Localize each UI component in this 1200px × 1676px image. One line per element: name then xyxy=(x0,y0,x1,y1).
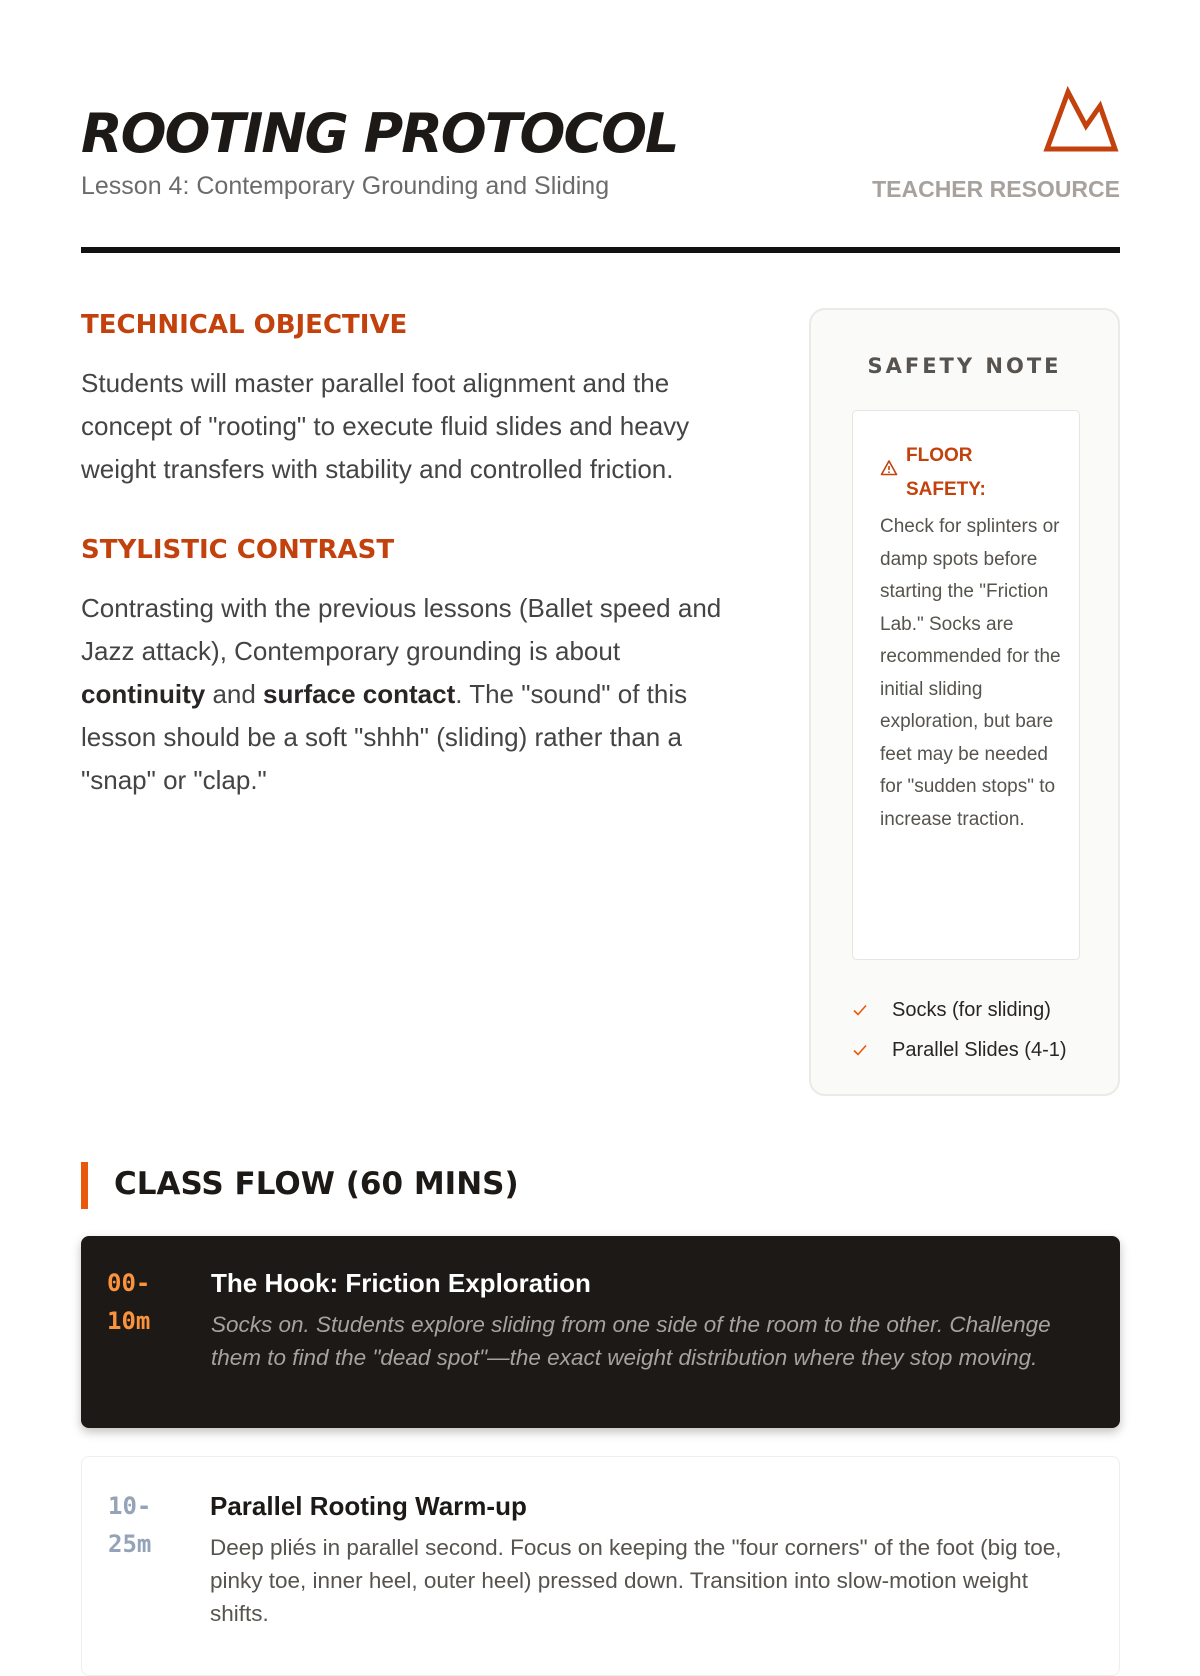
alert-title: FLOOR SAFETY: xyxy=(906,445,986,500)
warning-icon xyxy=(880,459,898,477)
contrast-text-start: Contrasting with the previous lessons (Ballet speed and Jazz attack), Contemporary grounding is about xyxy=(81,593,722,666)
flow-step-desc: Deep pliés in parallel second. Focus on keeping the "four corners" of the foot (big toe, pinky toe, inner heel, outer heel) pressed down. Transition into slow-motion weight shifts. xyxy=(210,1535,1062,1626)
check-icon xyxy=(852,1042,868,1058)
safety-alert-box xyxy=(852,410,1080,960)
flow-step-desc: Socks on. Students explore sliding from one side of the room to the other. Challenge them to find the "dead spot"—the exact weight distribution where they stop moving. xyxy=(211,1312,1051,1370)
contrast-heading: STYLISTIC CONTRAST xyxy=(81,535,395,565)
safety-text: Check for splinters or damp spots before starting the "Friction Lab." Socks are recommended for the initial sliding exploration, but bare feet may be needed for "sudden stops" to increase traction. xyxy=(880,516,1061,830)
checklist-label: Socks (for sliding) xyxy=(892,999,1051,1021)
check-icon xyxy=(852,1002,868,1018)
equipment-checklist xyxy=(852,990,1067,1070)
objective-heading: TECHNICAL OBJECTIVE xyxy=(81,310,408,340)
contrast-text xyxy=(81,587,751,802)
lesson-page xyxy=(81,0,1120,1626)
checklist-item xyxy=(852,1030,1067,1070)
flow-step-name: Parallel Rooting Warm-up xyxy=(210,1491,527,1521)
lesson-overview xyxy=(81,310,751,846)
page-title: ROOTING PROTOCOL xyxy=(81,102,678,165)
safety-card xyxy=(809,308,1120,1096)
contrast-bold-continuity: continuity xyxy=(81,679,206,709)
checklist-item xyxy=(852,990,1067,1030)
class-flow-title: CLASS FLOW (60 MINS) xyxy=(114,1166,519,1202)
flow-step-time: 00-10m xyxy=(107,1269,151,1335)
flow-step-warmup[interactable] xyxy=(81,1456,1120,1676)
contrast-text-mid: and xyxy=(205,679,264,709)
resource-label: TEACHER RESOURCE xyxy=(872,176,1120,202)
flow-step-name: The Hook: Friction Exploration xyxy=(211,1268,591,1298)
objective-text: Students will master parallel foot alignment and the concept of "rooting" to execute fluid slides and heavy weight transfers with stability and controlled friction. xyxy=(81,368,690,484)
page-header xyxy=(81,100,1120,250)
section-accent-bar xyxy=(81,1162,88,1209)
lesson-subtitle: Lesson 4: Contemporary Grounding and Sliding xyxy=(81,172,610,200)
contrast-text-end: . The "sound" of this lesson should be a soft "shhh" (sliding) rather than a "snap" or "clap." xyxy=(81,679,688,795)
mountain-logo-icon xyxy=(1042,84,1120,156)
flow-step-hook[interactable] xyxy=(81,1236,1120,1428)
safety-heading: SAFETY NOTE xyxy=(867,354,1062,378)
flow-step-time: 10-25m xyxy=(108,1492,152,1558)
header-divider xyxy=(81,247,1120,253)
contrast-bold-surface: surface contact xyxy=(263,679,456,709)
checklist-label: Parallel Slides (4-1) xyxy=(892,1039,1067,1061)
